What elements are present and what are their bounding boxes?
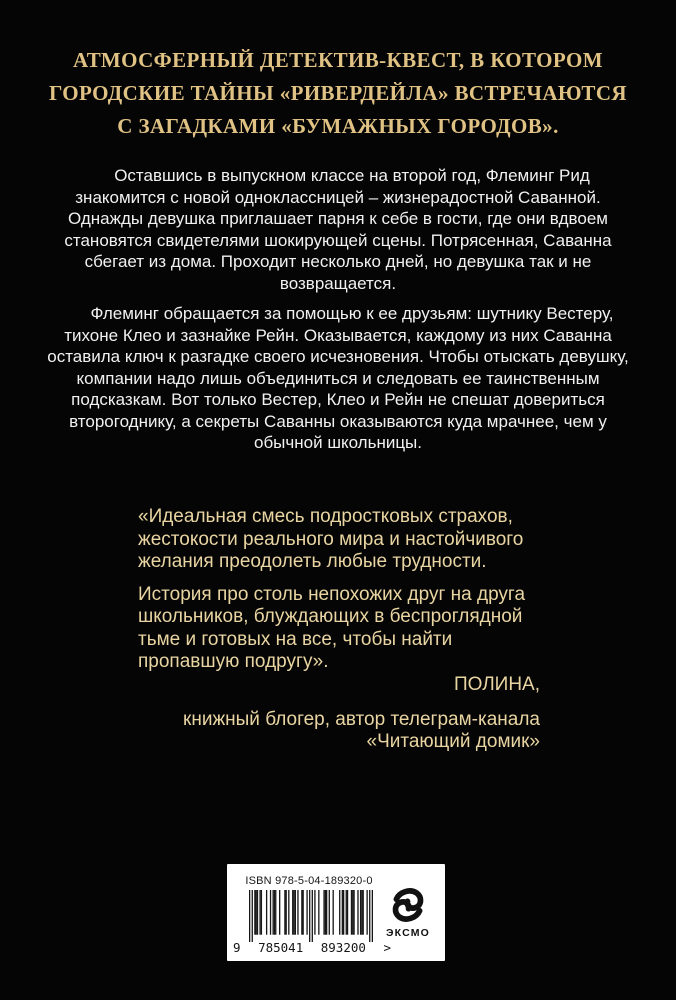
isbn-label: ISBN 978-5-04-189320-0 <box>245 875 373 887</box>
publisher-name: ЭКСМО <box>385 927 431 939</box>
review-paragraph-1: «Идеальная смесь подростковых страхов, жестокости реального мира и настойчивого желания преодолеть любые трудности. <box>138 506 524 572</box>
review-quote <box>138 506 536 674</box>
barcode-group-2: 893200 <box>320 940 366 955</box>
synopsis-paragraph-2: Флеминг обращается за помощью к ее друзьям: шутнику Вестеру, тихоне Клео и зазнайке Рейн. Оказывается, каждому из них Саванна оставила ключ к разгадке своего исчезновения. Чтобы отыскать девушку, компании надо лишь объединиться и следовать ее таинственным подсказкам. Вот только Вестер, Клео и Рейн не спешат довериться второгоднику, а секреты Саванны оказываются куда мрачнее, чем у обычной школьницы. <box>47 304 629 452</box>
tagline-line-2: ГОРОДСКИЕ ТАЙНЫ «РИВЕРДЕЙЛА» ВСТРЕЧАЮТСЯ <box>49 81 627 105</box>
ean-barcode-bars <box>249 890 373 942</box>
review-attribution <box>136 674 540 753</box>
barcode-box <box>227 864 445 961</box>
eksmo-swirl-icon <box>389 886 427 924</box>
review-author: ПОЛИНА, <box>453 674 540 695</box>
tagline-line-3: С ЗАГАДКАМИ «БУМАЖНЫХ ГОРОДОВ». <box>117 114 559 138</box>
synopsis <box>40 165 636 454</box>
publisher-logo <box>379 886 437 939</box>
tagline-line-1: АТМОСФЕРНЫЙ ДЕТЕКТИВ-КВЕСТ, В КОТОРОМ <box>73 48 603 72</box>
barcode-suffix: > <box>383 940 391 955</box>
barcode-group-1: 785041 <box>258 940 304 955</box>
barcode-digits <box>233 941 391 955</box>
review-author-role: книжный блогер, автор телеграм-канала «Читающий домик» <box>183 709 540 752</box>
review-paragraph-2: История про столь непохожих друг на друга школьников, блуждающих в беспроглядной тьме и готовых на все, чтобы найти пропавшую подругу». <box>138 583 526 672</box>
tagline <box>30 44 646 143</box>
barcode-digit-left: 9 <box>233 940 241 955</box>
ean-barcode <box>249 890 373 942</box>
synopsis-paragraph-1: Оставшись в выпускном классе на второй год, Флеминг Рид знакомится с новой одноклассницей – жизнерадостной Саванной. Однажды девушка приглашает парня к себе в гости, где они вдвоем становятся свидетелями шокирующей сцены. Потрясенная, Саванна сбегает из дома. Проходит несколько дней, но девушка так и не возвращается. <box>64 166 612 293</box>
